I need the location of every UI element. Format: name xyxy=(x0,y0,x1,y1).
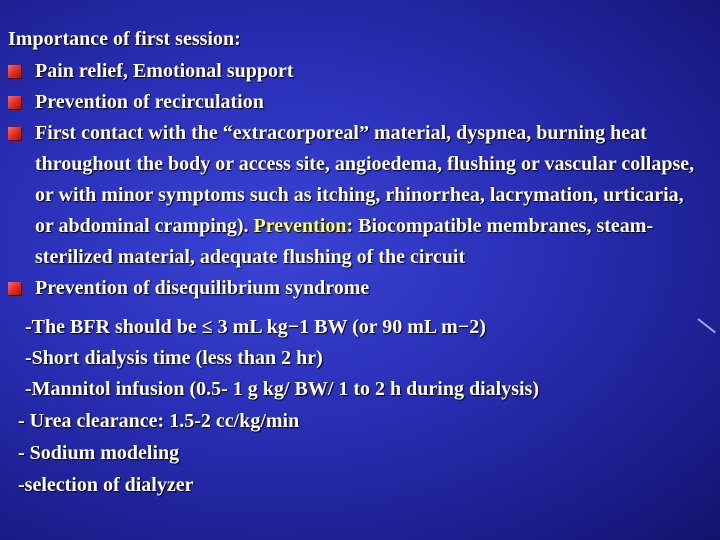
bullet-text: Prevention of recirculation xyxy=(35,91,264,113)
square-bullet-icon xyxy=(8,282,21,295)
square-bullet-icon xyxy=(8,96,21,109)
square-bullet-icon xyxy=(8,127,21,140)
sub-item: -selection of dialyzer xyxy=(18,474,194,496)
bullet-text: Prevention of disequilibrium syndrome xyxy=(35,277,370,299)
bullet-text: First contact with the “extracorporeal” material, dyspnea, burning heat throughout the body or access site, angioedema, flushing or vascular collapse, or with minor symptoms such as itching, rhinorrhea, lacrymation, urticaria, or abdominal cramping). xyxy=(35,122,695,237)
bullet-item xyxy=(8,118,698,273)
sub-item: - Urea clearance: 1.5-2 cc/kg/min xyxy=(18,410,300,432)
sub-item: -The BFR should be ≤ 3 mL kg−1 BW (or 90 mL m−2) xyxy=(25,316,486,338)
slide-heading: Importance of first session: xyxy=(8,28,241,50)
sub-item: -Short dialysis time (less than 2 hr) xyxy=(25,347,323,369)
bullet-text: Biocompatible membranes, steam-sterilized material, adequate flushing of the circuit xyxy=(35,215,654,268)
sub-item: -Mannitol infusion (0.5- 1 g kg/ BW/ 1 to 2 h during dialysis) xyxy=(25,378,539,400)
bullet-list xyxy=(8,56,698,304)
bullet-item xyxy=(8,87,698,118)
decorative-line xyxy=(697,318,716,333)
bullet-text: Pain relief, Emotional support xyxy=(35,60,294,82)
square-bullet-icon xyxy=(8,65,21,78)
bullet-item xyxy=(8,56,698,87)
highlight-prevention: Prevention: xyxy=(253,215,354,237)
bullet-item xyxy=(8,273,698,304)
sub-item: - Sodium modeling xyxy=(18,442,180,464)
